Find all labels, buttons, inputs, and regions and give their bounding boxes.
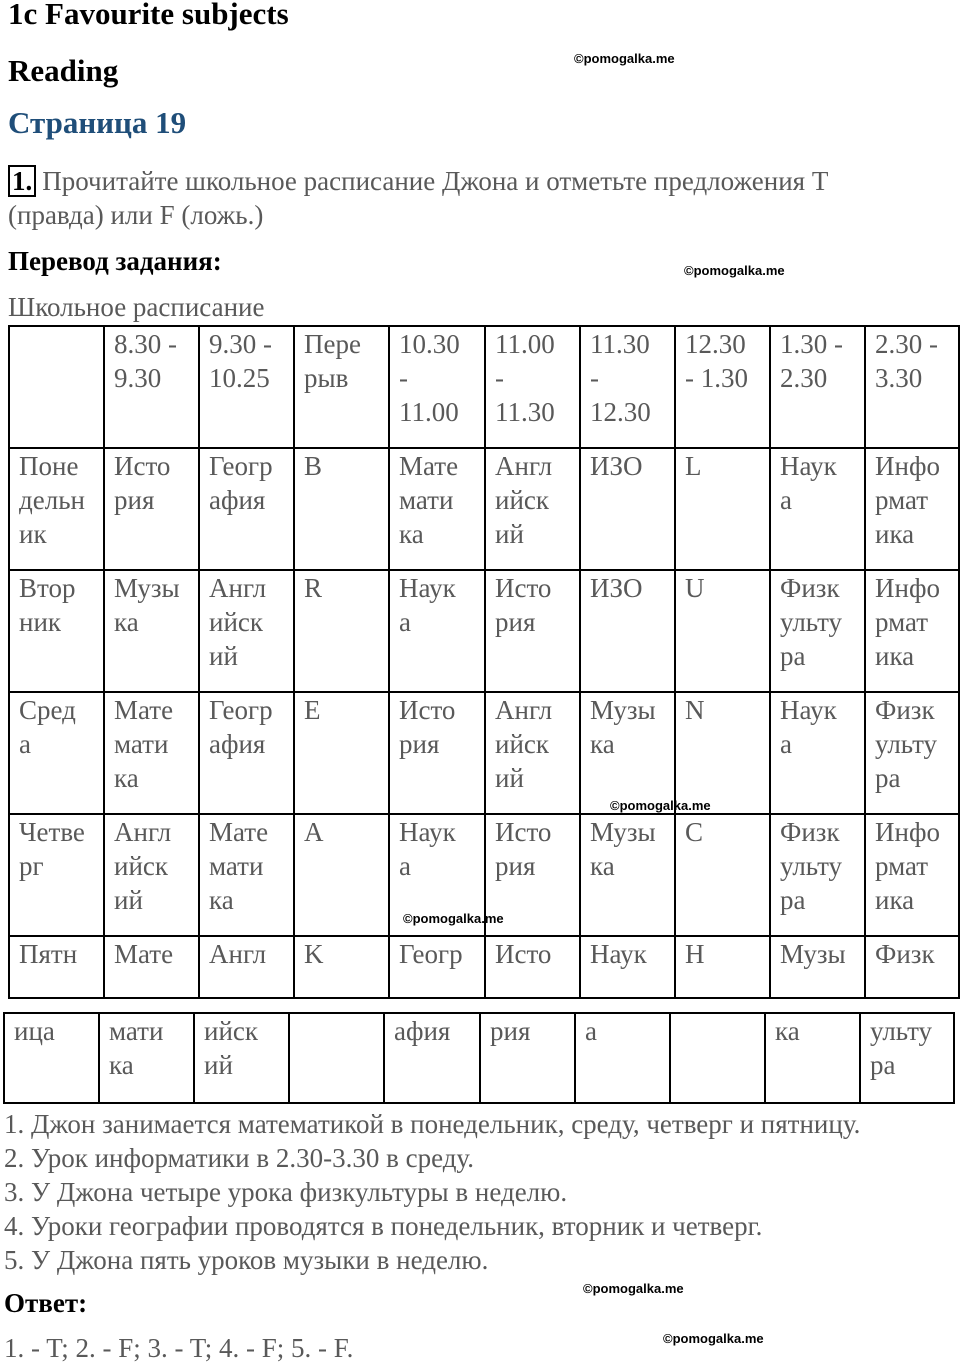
table-cell: E [294, 692, 389, 814]
table-cell: афия [384, 1013, 480, 1103]
statement-1: 1. Джон занимается математикой в понедельник, среду, четверг и пятницу. [4, 1109, 861, 1139]
table-cell: рия [480, 1013, 575, 1103]
table-row [9, 692, 959, 814]
table-cell: Исто рия [485, 570, 580, 692]
table-cell: Музы [770, 936, 865, 998]
table-cell: C [675, 814, 770, 936]
table-cell [289, 1013, 384, 1103]
schedule-table-continuation [3, 1012, 955, 1104]
table-cell [670, 1013, 765, 1103]
table-cell: ульту ра [860, 1013, 954, 1103]
table-header-row [9, 326, 959, 448]
table-cell: B [294, 448, 389, 570]
table-cell: Наук [580, 936, 675, 998]
table-cell: ица [4, 1013, 99, 1103]
answer-text: 1. - T; 2. - F; 3. - T; 4. - F; 5. - F. [4, 1333, 354, 1363]
watermark: ©pomogalka.me [610, 798, 711, 813]
table-row [9, 570, 959, 692]
statement-4: 4. Уроки географии проводятся в понедельник, вторник и четверг. [4, 1211, 763, 1241]
table-cell: Инфо рмат ика [865, 448, 959, 570]
table-cell: 10.30 - 11.00 [389, 326, 485, 448]
table-cell [9, 326, 104, 448]
table-cell: Музы ка [580, 692, 675, 814]
table-cell: Физк ульту ра [865, 692, 959, 814]
table-cell: Пятн [9, 936, 104, 998]
table-cell: Инфо рмат ика [865, 570, 959, 692]
statement-2: 2. Урок информатики в 2.30-3.30 в среду. [4, 1143, 474, 1173]
table-cell: Исто рия [389, 692, 485, 814]
table-cell: Физк ульту ра [770, 570, 865, 692]
table-cell: Наук а [770, 692, 865, 814]
table-cell: Мате мати ка [104, 692, 199, 814]
watermark: ©pomogalka.me [403, 911, 504, 926]
table-cell: Четве рг [9, 814, 104, 936]
statement-5: 5. У Джона пять уроков музыки в неделю. [4, 1245, 489, 1275]
table-cell: Исто [485, 936, 580, 998]
table-cell: 12.30 - 1.30 [675, 326, 770, 448]
table-cell: Наук а [389, 570, 485, 692]
table-cell: R [294, 570, 389, 692]
table-cell: H [675, 936, 770, 998]
table-cell: Мате [104, 936, 199, 998]
watermark: ©pomogalka.me [663, 1331, 764, 1346]
table-cell: Физк ульту ра [770, 814, 865, 936]
table-cell: Англ ийск ий [485, 692, 580, 814]
table-cell: Мате мати ка [199, 814, 294, 936]
table-cell: 9.30 - 10.25 [199, 326, 294, 448]
table-row [9, 936, 959, 998]
table-cell: Физк [865, 936, 959, 998]
table-cell: Исто рия [104, 448, 199, 570]
table-cell: 2.30 - 3.30 [865, 326, 959, 448]
table-cell: U [675, 570, 770, 692]
table-cell: Музы ка [580, 814, 675, 936]
section-title: Reading [8, 53, 119, 88]
table-cell: 11.30 - 12.30 [580, 326, 675, 448]
table-cell: Англ ийск ий [199, 570, 294, 692]
table-cell: Исто рия [485, 814, 580, 936]
answer-heading: Ответ: [4, 1288, 88, 1318]
table-cell: Геогр [389, 936, 485, 998]
table-cell: Поне дельн ик [9, 448, 104, 570]
table-row [4, 1013, 954, 1103]
schedule-title: Школьное расписание [8, 292, 265, 322]
table-cell: Музы ка [104, 570, 199, 692]
table-cell: Англ ийск ий [485, 448, 580, 570]
table-cell: мати ка [99, 1013, 194, 1103]
table-cell: K [294, 936, 389, 998]
table-cell: 11.00 - 11.30 [485, 326, 580, 448]
task-instruction [8, 164, 948, 232]
table-cell: Сред а [9, 692, 104, 814]
lesson-title: 1c Favourite subjects [8, 0, 289, 31]
table-cell: а [575, 1013, 670, 1103]
table-cell: Геогр афия [199, 692, 294, 814]
statement-3: 3. У Джона четыре урока физкультуры в неделю. [4, 1177, 568, 1207]
watermark: ©pomogalka.me [684, 263, 785, 278]
table-cell: Инфо рмат ика [865, 814, 959, 936]
task-number: 1. [8, 165, 36, 197]
table-cell: ка [765, 1013, 860, 1103]
table-cell: Пере рыв [294, 326, 389, 448]
table-cell: Англ ийск ий [104, 814, 199, 936]
table-cell: 8.30 - 9.30 [104, 326, 199, 448]
schedule-table [8, 325, 960, 999]
table-cell: ИЗО [580, 448, 675, 570]
translation-heading: Перевод задания: [8, 246, 222, 276]
table-cell: ийск ий [194, 1013, 289, 1103]
table-cell: Наук а [770, 448, 865, 570]
table-cell: ИЗО [580, 570, 675, 692]
table-cell: Втор ник [9, 570, 104, 692]
table-row [9, 448, 959, 570]
table-cell: Мате мати ка [389, 448, 485, 570]
table-cell: 1.30 - 2.30 [770, 326, 865, 448]
table-cell: Геогр афия [199, 448, 294, 570]
watermark: ©pomogalka.me [574, 51, 675, 66]
task-text-line1: Прочитайте школьное расписание Джона и отметьте предложения T [42, 166, 829, 196]
task-text-line2: (правда) или F (ложь.) [8, 200, 264, 230]
table-cell: A [294, 814, 389, 936]
table-cell: Наук а [389, 814, 485, 936]
watermark: ©pomogalka.me [583, 1281, 684, 1296]
table-cell: Англ [199, 936, 294, 998]
table-cell: N [675, 692, 770, 814]
table-cell: L [675, 448, 770, 570]
page-number: Страница 19 [8, 105, 187, 140]
